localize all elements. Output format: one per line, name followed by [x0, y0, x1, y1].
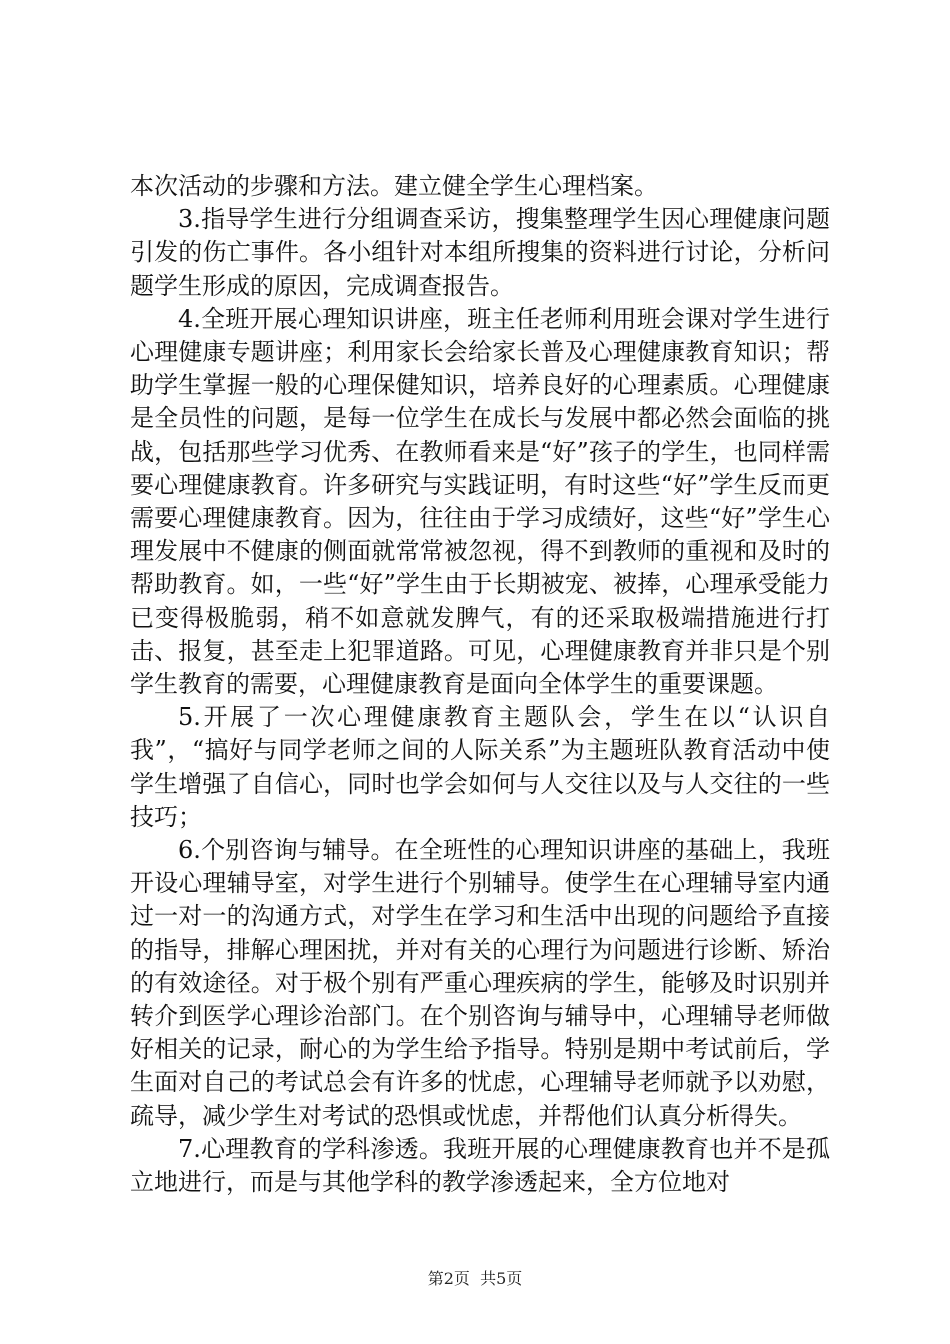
paragraph-item-4: 4.全班开展心理知识讲座，班主任老师利用班会课对学生进行心理健康专题讲座；利用家长会给家长普及心理健康教育知识；帮助学生掌握一般的心理保健知识，培养良好的心理素质。心理健康是全员性的问题，是每一位学生在成长与发展中都必然会面临的挑战，包括那些学习优秀、在教师看来是“好”孩子的学生，也同样需要心理健康教育。许多研究与实践证明，有时这些“好”学生反而更需要心理健康教育。因为，往往由于学习成绩好，这些“好”学生心理发展中不健康的侧面就常常被忽视，得不到教师的重视和及时的帮助教育。如，一些“好”学生由于长期被宠、被捧，心理承受能力已变得极脆弱，稍不如意就发脾气，有的还采取极端措施进行打击、报复，甚至走上犯罪道路。可见，心理健康教育并非只是个别学生教育的需要，心理健康教育是面向全体学生的重要课题。 [130, 304, 830, 699]
paragraph-item-5: 5.开展了一次心理健康教育主题队会，学生在以“认识自我”，“搞好与同学老师之间的人际关系”为主题班队教育活动中使学生增强了自信心，同时也学会如何与人交往以及与人交往的一些技巧； [130, 703, 830, 831]
page-number-label: 第2页 共5页 [427, 1269, 523, 1288]
paragraph-item-3: 3.指导学生进行分组调查采访，搜集整理学生因心理健康问题引发的伤亡事件。各小组针对本组所搜集的资料进行讨论，分析问题学生形成的原因，完成调查报告。 [130, 205, 830, 300]
paragraph-item-7: 7.心理教育的学科渗透。我班开展的心理健康教育也并不是孤立地进行，而是与其他学科的教学渗透起来，全方位地对 [130, 1134, 830, 1197]
paragraph-item-6: 6.个别咨询与辅导。在全班性的心理知识讲座的基础上，我班开设心理辅导室，对学生进行个别辅导。使学生在心理辅导室内通过一对一的沟通方式，对学生在学习和生活中出现的问题给予直接的指导，排解心理困扰，并对有关的心理行为问题进行诊断、矫治的有效途径。对于极个别有严重心理疾病的学生，能够及时识别并转介到医学心理诊治部门。在个别咨询与辅导中，心理辅导老师做好相关的记录，耐心的为学生给予指导。特别是期中考试前后，学生面对自己的考试总会有许多的忧虑，心理辅导老师就予以劝慰，疏导，减少学生对考试的恐惧或忧虑，并帮他们认真分析得失。 [130, 836, 830, 1130]
page-footer [0, 1269, 950, 1289]
document-body [130, 170, 830, 1199]
paragraph-continuation: 本次活动的步骤和方法。建立健全学生心理档案。 [130, 172, 658, 200]
